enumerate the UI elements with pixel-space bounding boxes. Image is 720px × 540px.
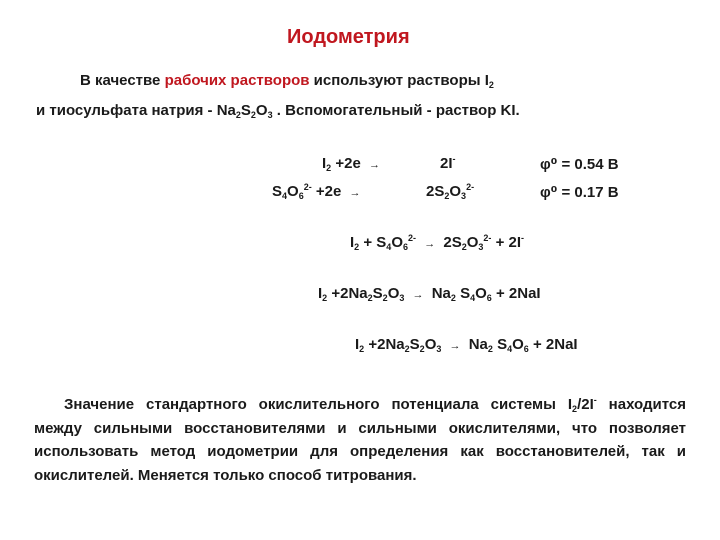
intro-line-1: В качестве рабочих растворов используют растворы $I_2$ (80, 72, 494, 90)
summary-paragraph: Значение стандартного окислительного потенциала системы $I_2/2I^-$ находится между сильными восстановителями и сильными окислителями, что позволяет использовать метод иодометрии для определения как восстановителей, так и окислителей. Меняется только способ титрования. (34, 395, 687, 484)
equation-1: $I_2 + S_4O_6^{2-} \to 2S_2O_3^{2-} + 2I^-$ (350, 233, 525, 252)
half-reaction-1-potential: φ⁰ = 0.54 В (540, 156, 619, 173)
half-reaction-2-potential: φ⁰ = 0.17 В (540, 184, 619, 201)
half-reaction-1-rhs: 2I- (440, 154, 456, 172)
intro-line-2: и тиосульфата натрия - $Na_2S_2O_3$ . Вспомогательный - раствор KI. (36, 102, 520, 120)
page-title: Иодометрия (287, 26, 410, 48)
equation-2: $I_2 +2Na_2S_2O_3 \to Na_2$ $S_4O_6 + 2NaI$ (318, 285, 541, 303)
equation-3: $I_2 +2Na_2S_2O_3 \to Na_2$ $S_4O_6 + 2NaI$ (355, 336, 578, 354)
half-reaction-1-lhs: $I_2 +2e$ → (322, 155, 380, 173)
half-reaction-2-lhs: $S_4O_6^{2-} +2e$ → (272, 182, 361, 201)
working-solutions-highlight: рабочих растворов (164, 72, 310, 89)
half-reaction-2-rhs: $2S_2O_3^{2-}$ (426, 182, 475, 201)
